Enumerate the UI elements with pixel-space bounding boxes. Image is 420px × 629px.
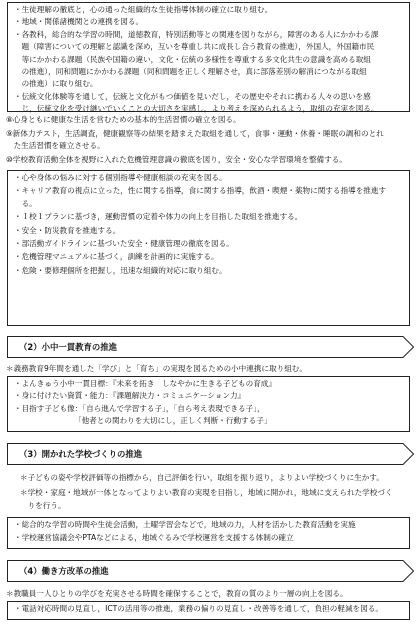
goal-item-9-line: た生活習慣を確立させる。	[6, 141, 105, 150]
box-line: ・生徒理解の徹底と，心の通った組織的な生徒指導体制の確立に取り組む。	[14, 5, 273, 14]
section-lead: ＊学校・家庭・地域が一体となってよりよい教育の実現を目指し，地域に開かれ，地域に支えられた学校づく	[20, 488, 393, 497]
box-line: 等にかかわる課題（民族や国籍の違い，文化・伝統の多様性を尊重する多文化共生の意識を高める取組	[14, 54, 371, 64]
box-line: の推進），同和問題にかかわる課題（同和問題を正しく理解させ，真に部落差別の解消につながる取組	[14, 67, 367, 77]
box-line: 「他者との関わりを大切にし，正しく判断・行動する子」	[74, 416, 272, 426]
guidance-box	[7, 2, 410, 112]
box-line: ・電話対応時間の見直し，ICTの活用等の推進，業務の偏りの見直し・改善等を通して，負担の軽減を図る。	[14, 604, 383, 613]
box-line: の推進）に取り組む。	[14, 79, 98, 89]
box-line: ・危機管理マニュアルに基づく，訓練を計画的に実施する。	[14, 252, 219, 262]
work-reform-box	[7, 601, 410, 620]
integrated-education-box	[7, 376, 410, 432]
box-line: ・伝統文化体験等を通して，伝統と文化がもつ価値を見いだし，その歴史やそれに携わる人々の思いを感	[14, 91, 371, 101]
box-line: ・各教科，総合的な学習の時間，道徳教育，特別活動等との関連を図りながら，障害のある人にかかわる課	[14, 29, 379, 39]
box-line: ・学校運営協議会やPTAなどによる，地域ぐるみで学校運営を支援する体制の確立	[14, 533, 294, 543]
box-line: る。	[14, 198, 37, 208]
section-header	[7, 443, 414, 465]
box-line: ・身に付けたい資質・能力：『課題解決力・コミュニケーション力』	[14, 391, 246, 401]
goal-item-8: ⑧心身ともに健康な生活を営むための基本的生活習慣の確立を図る。	[6, 115, 241, 124]
box-line: ・部活動ガイドラインに基づいた安全・健康管理の徹底を図る。	[14, 239, 234, 249]
goal-item-9-line: ⑨新体力テスト，生活調査，健康観察等の結果を踏まえた取組を通して，食事・運動・休養・睡眠の調和のとれ	[6, 129, 384, 138]
box-line: 題（障害についての理解と認識を深め，互いを尊重し共に成長し合う教育の推進），外国人，外国籍市民	[14, 42, 375, 52]
section-title: （4）働き方改革の推進	[19, 566, 109, 576]
health-safety-box	[7, 170, 410, 326]
box-line: ・安全・防災教育を推進する。	[14, 225, 121, 235]
box-line: ・Ｉ校１プランに基づき，運動習慣の定着や体力の向上を目指した取組を推進する。	[14, 212, 303, 222]
section-lead: ＊義務教育9年間を通した「学び」と「育ち」の実現を図るための小中連携に取り組む。	[6, 364, 307, 373]
box-line: ・総合的な学習の時間や生徒会活動，土曜学習会などで，地域の力，人材を活かした教育活動を実施	[14, 520, 356, 529]
box-line: ・心や身体の悩みに対する個別指導や健康相談の充実を図る。	[14, 173, 227, 182]
section-lead: ＊子どもの姿や学校評価等の指標から，自己評価を行い，取組を振り返り，よりよい学校づくりに生かす。	[20, 473, 384, 482]
open-school-box	[7, 517, 410, 549]
section-lead: ＊教職員一人ひとりの学びを充実させる時間を確保することで，教育の質のより一層の向上を図る。	[6, 589, 348, 598]
goal-item-10: ⑩学校教育活動全体を視野に入れた危機管理意識の徹底を図り，安全・安心な学習環境を整備する。	[6, 155, 347, 164]
section-title: （3）開かれた学校づくりの推進	[19, 449, 143, 459]
box-line: ・危険・要修理個所を把握し，迅速な組織的対応に取り組む。	[14, 265, 227, 275]
box-line: ・よんきゅう小中一貫目標：『未来を拓き しなやかに生きる子どもの育成』	[14, 379, 276, 388]
box-line: ・地域・関係諸機関との連携を図る。	[14, 17, 144, 27]
box-line: ・キャリア教育の視点に立った，性に関する指導，食に関する指導，飲酒・喫煙・薬物に関する指導を推進す	[14, 186, 387, 196]
section-lead: りを行う。	[20, 501, 66, 510]
section-header	[7, 336, 414, 358]
box-line: じ，伝統文化を受け継いでいくことの大切さを実感し，より考えを深められるよう，取組の充実を図る。	[14, 104, 379, 114]
section-header	[7, 560, 414, 582]
box-line: ・目指す子ども像：「自ら進んで学習する子」，「自ら考え表現できる子」，	[14, 403, 265, 413]
section-title: （2）小中一貫教育の推進	[19, 342, 117, 352]
